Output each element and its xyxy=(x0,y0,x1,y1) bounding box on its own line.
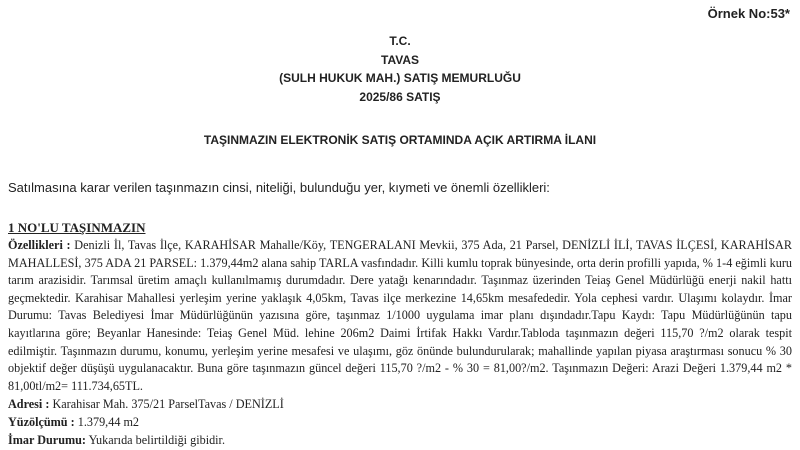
property-address xyxy=(8,396,284,414)
header-file-number: 2025/86 SATIŞ xyxy=(359,89,441,104)
header-office: (SULH HUKUK MAH.) SATIŞ MEMURLUĞU xyxy=(279,71,521,85)
header-district: TAVAS xyxy=(381,52,419,67)
zoning-value: Yukarıda belirtildiği gibidir. xyxy=(85,433,225,447)
address-label: Adresi : xyxy=(8,397,50,411)
area-label: Yüzölçümü : xyxy=(8,415,75,429)
zoning-label: İmar Durumu: xyxy=(8,433,86,447)
example-number: Örnek No:53* xyxy=(707,6,790,21)
features-label: Özellikleri : xyxy=(8,238,71,252)
property-features xyxy=(8,237,792,395)
notice-title: TAŞINMAZIN ELEKTRONİK SATIŞ ORTAMINDA AÇIK ARTIRMA İLANI xyxy=(203,133,597,147)
intro-text: Satılmasına karar verilen taşınmazın cinsi, niteliği, bulunduğu yer, kıymeti ve önemli özellikleri: xyxy=(8,180,550,195)
property-area xyxy=(8,414,139,432)
address-value: Karahisar Mah. 375/21 ParselTavas / DENİZLİ xyxy=(49,397,284,411)
document-header xyxy=(0,32,800,106)
features-text: Denizli İl, Tavas İlçe, KARAHİSAR Mahalle/Köy, TENGERALANI Mevkii, 375 Ada, 21 Parsel, DENİZLİ İLİ, TAVAS İLÇESİ, KARAHİSAR MAHALLESİ, 375 ADA 21 PARSEL: 1.379,44m2 alana sahip TARLA vasfındadır. Killi kumlu toprak bünyesinde, orta derin profilli yapıda, % 1-4 eğimli kuru tarım arazisidir. Tarımsal üretim amaçlı kullanılmamış durumdadır. Dere yatağı kenarındadır. Taşınmaz üzerinden Teiaş Genel Müdürlüğü enerji nakil hattı geçmektedir. Karahisar Mahallesi yerleşim yerine yaklaşık 4,05km, Tavas ilçe merkezine 14,65km mesafededir. Yola cephesi vardır. Ulaşımı kolaydır. İmar Durumu: Tavas Belediyesi İmar Müdürlüğünün yazısına göre, taşınmaz 1/1000 uygulama imar planı dışındadır.Tapu Kaydı: Tapu Müdürlüğünün tapu kayıtlarına göre; Beyanlar Hanesinde: Teiaş Genel Müd. lehine 206m2 Daimi İrtifak Hakkı Vardır.Tabloda taşınmazın değeri 115,70 ?/m2 olarak tespit edilmiştir. Taşınmazın durumu, konumu, yerleşim yerine mesafesi ve ulaşımı, göz önünde bulundurularak; mahallinde yapılan piyasa araştırması sonucu % 30 objektif değer düşüşü uygulanacaktır. Buna göre taşınmazın güncel değeri 115,70 ?/m2 - % 30 = 81,00?/m2. Taşınmazın Değeri: Arazi Değeri 1.379,44 m2 * 81,00tl/m2= 111.734,65TL. xyxy=(8,238,792,393)
area-value: 1.379,44 m2 xyxy=(74,415,140,429)
header-country: T.C. xyxy=(389,34,411,48)
property-zoning xyxy=(8,432,225,450)
property-section-title: 1 NO'LU TAŞINMAZIN xyxy=(8,220,146,235)
